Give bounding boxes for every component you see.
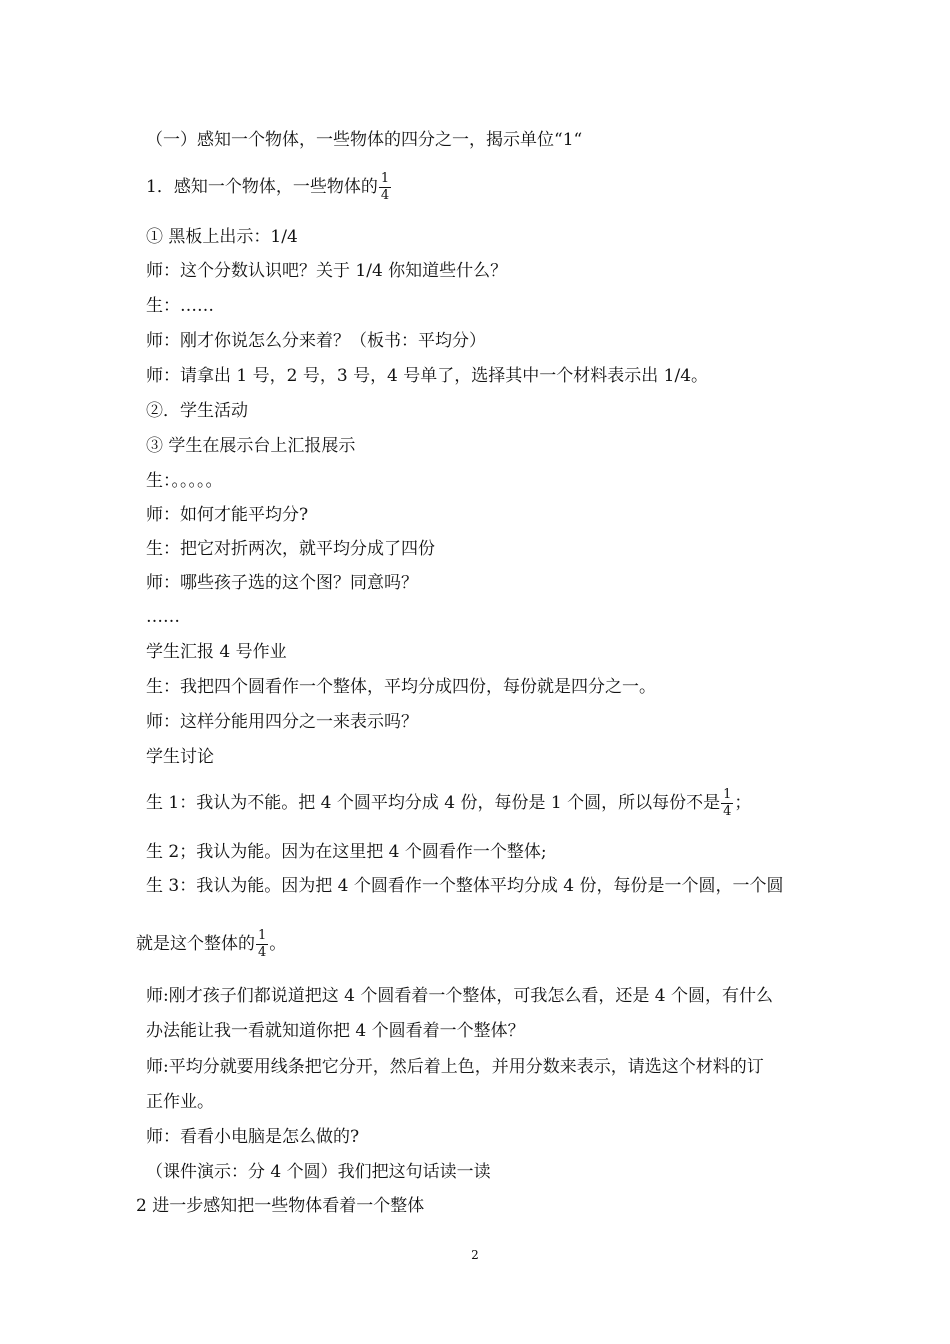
paragraph: 师：看看小电脑是怎么做的? (146, 1127, 360, 1147)
text-run: 生 1：我认为不能。把 4 个圆平均分成 4 份，每份是 1 个圆，所以每份不是 (146, 793, 721, 813)
fraction-numerator: 1 (723, 787, 732, 802)
paragraph: 师:刚才孩子们都说道把这 4 个圆看着一个整体，可我怎么看，还是 4 个圆，有什么 (146, 986, 773, 1006)
text-run: 1．感知一个物体，一些物体的 (146, 177, 378, 197)
section-heading: （一）感知一个物体，一些物体的四分之一，揭示单位“1“ (146, 130, 583, 150)
text-run: 。 (269, 934, 287, 954)
paragraph: ③ 学生在展示台上汇报展示 (146, 436, 356, 456)
paragraph: 师:平均分就要用线条把它分开，然后着上色，并用分数来表示，请选这个材料的订 (146, 1057, 764, 1077)
paragraph: 办法能让我一看就知道你把 4 个圆看着一个整体？ (146, 1021, 525, 1041)
paragraph: 师：哪些孩子选的这个图？同意吗？ (146, 573, 418, 593)
paragraph (146, 788, 751, 819)
paragraph: 学生汇报 4 号作业 (146, 642, 287, 662)
fraction-one-quarter (379, 172, 391, 203)
paragraph: 师：这样分能用四分之一来表示吗？ (146, 712, 418, 732)
paragraph: ① 黑板上出示：1/4 (146, 227, 298, 247)
fraction-denominator: 4 (723, 804, 732, 819)
paragraph: 生：…… (146, 296, 214, 316)
fraction-one-quarter (721, 788, 733, 819)
fraction-denominator: 4 (380, 188, 390, 203)
paragraph: 生：我把四个圆看作一个整体，平均分成四份，每份就是四分之一。 (146, 677, 656, 697)
fraction-numerator: 1 (258, 928, 267, 943)
paragraph: 生 3：我认为能。因为把 4 个圆看作一个整体平均分成 4 份，每份是一个圆，一个圆 (146, 876, 784, 896)
paragraph: 生：。。。。。 (146, 471, 223, 491)
text-run: ； (734, 793, 752, 813)
paragraph: 学生讨论 (146, 747, 214, 767)
paragraph: 正作业。 (146, 1092, 214, 1112)
paragraph: 师：请拿出 1 号，2 号，3 号，4 号单了，选择其中一个材料表示出 1/4。 (146, 366, 709, 386)
paragraph: 师：刚才你说怎么分来着？（板书：平均分） (146, 331, 486, 351)
fraction-denominator: 4 (258, 945, 267, 960)
paragraph: …… (146, 607, 180, 627)
paragraph: ②．学生活动 (146, 401, 248, 421)
paragraph: 生：把它对折两次，就平均分成了四份 (146, 539, 435, 559)
page-number: 2 (471, 1248, 479, 1262)
paragraph (136, 929, 286, 960)
subheading-1 (146, 172, 392, 203)
paragraph: 师：这个分数认识吧？关于 1/4 你知道些什么？ (146, 261, 508, 281)
fraction-numerator: 1 (380, 171, 390, 186)
paragraph: 生 2；我认为能。因为在这里把 4 个圆看作一个整体; (146, 842, 547, 862)
paragraph: 师：如何才能平均分? (146, 505, 309, 525)
subheading-2: 2 进一步感知把一些物体看着一个整体 (136, 1196, 425, 1216)
fraction-one-quarter (256, 929, 268, 960)
paragraph: （课件演示：分 4 个圆）我们把这句话读一读 (146, 1162, 491, 1182)
text-run: 就是这个整体的 (136, 934, 255, 954)
